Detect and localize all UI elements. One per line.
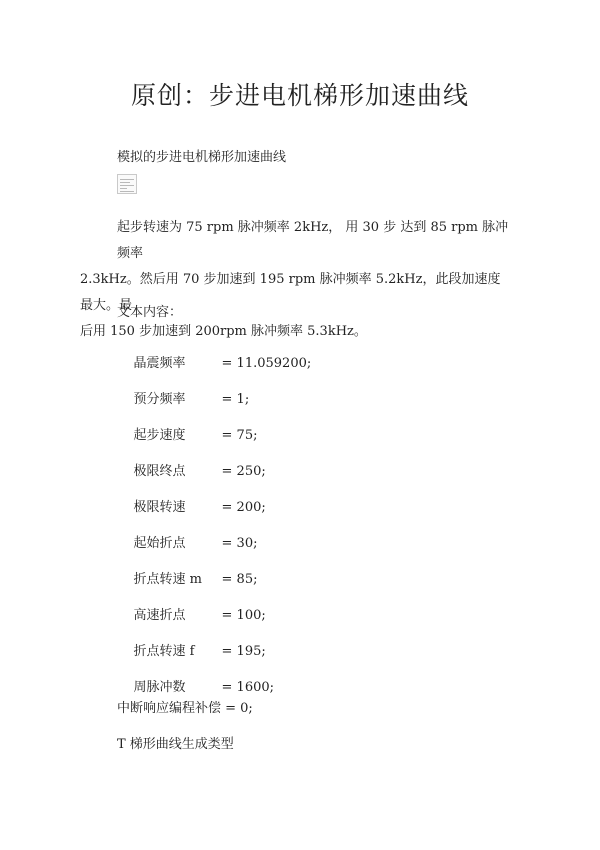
param-key: 折点转速 f xyxy=(133,644,195,659)
param-key: 起始折点 xyxy=(133,536,186,551)
page-title: 原创：步进电机梯形加速曲线 xyxy=(130,81,469,110)
paragraph-line: 2.3kHz。然后用 70 步加速到 195 rpm 脉冲频率 5.2kHz，此段加速度最大。最 xyxy=(80,272,501,313)
paragraph-line: 起步转速为 75 rpm 脉冲频率 2kHz， 用 30 步 达到 85 rpm 脉冲频率 xyxy=(117,220,509,261)
param-value: = 250; xyxy=(221,464,266,479)
param-value: = 100; xyxy=(221,608,266,623)
description-paragraph xyxy=(80,215,510,345)
param-key: 折点转速 m xyxy=(133,572,202,587)
content-label: 文本内容： xyxy=(117,305,183,320)
param-value: = 1600; xyxy=(221,680,275,695)
param-key: 起步速度 xyxy=(133,428,186,443)
subtitle: 模拟的步进电机梯形加速曲线 xyxy=(117,150,287,165)
compensation-line: 中断响应编程补偿 = 0; xyxy=(117,701,253,716)
document-thumbnail-icon[interactable] xyxy=(117,174,137,194)
param-key: 极限转速 xyxy=(133,500,186,515)
param-value: = 30; xyxy=(221,536,258,551)
paragraph-line: 后用 150 步加速到 200rpm 脉冲频率 5.3kHz。 xyxy=(80,324,367,339)
param-value: = 85; xyxy=(221,572,258,587)
param-value: = 195; xyxy=(221,644,266,659)
curve-type-line: T 梯形曲线生成类型 xyxy=(117,737,234,752)
param-value: = 200; xyxy=(221,500,266,515)
param-value: = 75; xyxy=(221,428,258,443)
param-value: = 1; xyxy=(221,392,250,407)
param-key: 极限终点 xyxy=(133,464,186,479)
param-key: 高速折点 xyxy=(133,608,186,623)
param-key: 周脉冲数 xyxy=(133,680,186,695)
param-key: 预分频率 xyxy=(133,392,186,407)
param-key: 晶震频率 xyxy=(133,356,186,371)
param-value: = 11.059200; xyxy=(221,356,312,371)
